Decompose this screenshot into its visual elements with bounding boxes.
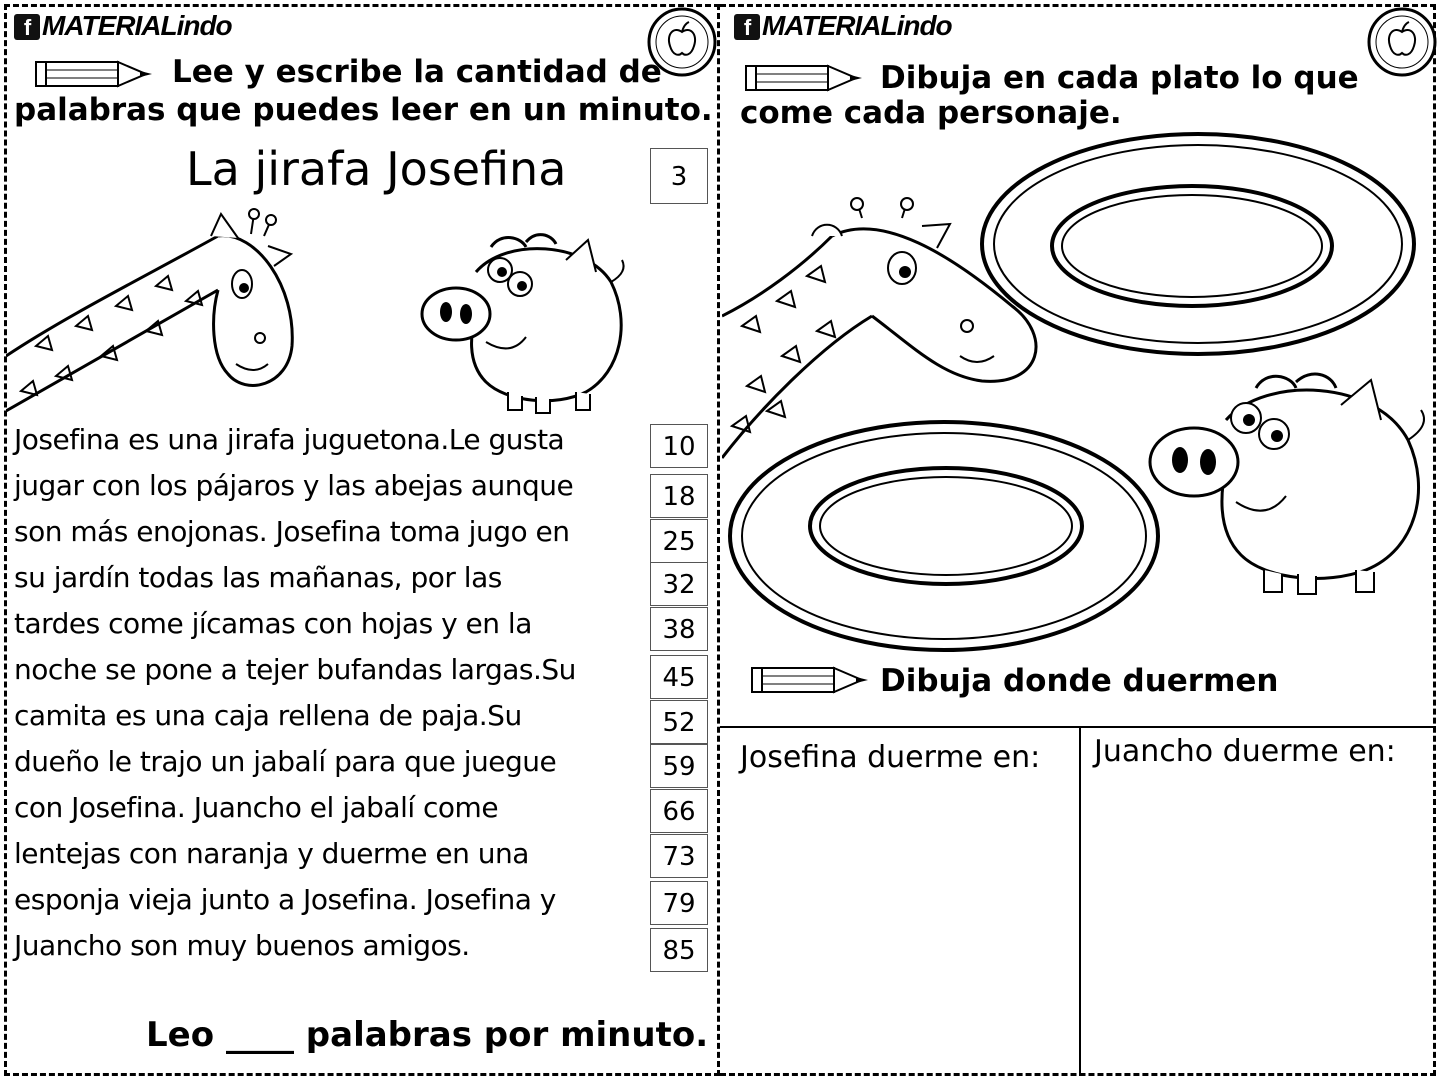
passage-line: dueño le trajo un jabalí para que juegue — [14, 745, 557, 778]
instruction-line-2: come cada personaje. — [740, 95, 1122, 131]
word-count-box: 79 — [650, 881, 708, 925]
word-count-box: 73 — [650, 834, 708, 878]
pencil-icon — [750, 662, 874, 698]
word-count-box: 25 — [650, 519, 708, 563]
facebook-icon: f — [14, 14, 40, 40]
reading-rate-blank[interactable]: ____ — [225, 1015, 294, 1055]
passage-line: Josefina es una jirafa juguetona.Le gusta — [14, 423, 565, 456]
word-count-box: 45 — [650, 655, 708, 699]
giraffe-illustration — [722, 196, 1052, 466]
reading-rate-suffix: palabras por minuto. — [305, 1015, 709, 1055]
passage-line: lentejas con naranja y duerme en una — [14, 837, 529, 870]
instruction-line-2: palabras que puedes leer en un minuto. — [14, 92, 713, 128]
boar-illustration — [1146, 370, 1432, 604]
josefina-sleep-label: Josefina duerme en: — [740, 740, 1041, 775]
passage-line: con Josefina. Juancho el jabalí come — [14, 791, 499, 824]
passage-line: camita es una caja rellena de paja.Su — [14, 699, 522, 732]
word-count-box: 85 — [650, 928, 708, 972]
word-count-box: 52 — [650, 700, 708, 744]
passage-line: esponja vieja junto a Josefina. Josefina y — [14, 883, 556, 916]
instruction-line-1: Dibuja en cada plato lo que — [880, 60, 1359, 96]
giraffe-illustration — [6, 206, 306, 420]
word-count-box: 59 — [650, 744, 708, 788]
passage-line: Juancho son muy buenos amigos. — [14, 929, 470, 962]
brand-logo: f MATERIALindo — [734, 10, 952, 42]
word-count-box: 32 — [650, 562, 708, 606]
boar-illustration — [416, 232, 632, 420]
story-title: La jirafa Josefina — [186, 142, 567, 196]
passage-line: tardes come jícamas con hojas y en la — [14, 607, 532, 640]
josefina-sleep-box[interactable] — [722, 728, 1077, 1074]
word-count-box: 38 — [650, 607, 708, 651]
word-count-box: 10 — [650, 424, 708, 468]
facebook-icon: f — [734, 14, 760, 40]
passage-line: noche se pone a tejer bufandas largas.Su — [14, 653, 576, 686]
instruction-line-1: Lee y escribe la cantidad de — [172, 54, 662, 90]
word-count-box: 66 — [650, 789, 708, 833]
reading-rate-sentence — [146, 1016, 708, 1054]
juancho-sleep-label: Juancho duerme en: — [1094, 734, 1396, 769]
apple-seal-icon — [1366, 6, 1438, 78]
passage-line: son más enojonas. Josefina toma jugo en — [14, 515, 570, 548]
instruction-sleep: Dibuja donde duermen — [880, 663, 1279, 699]
passage-line: jugar con los pájaros y las abejas aunque — [14, 469, 574, 502]
reading-rate-prefix: Leo — [146, 1015, 215, 1055]
reading-passage — [14, 417, 646, 969]
brand-logo: f MATERIALindo — [14, 10, 232, 42]
pencil-icon — [34, 56, 158, 92]
passage-line: su jardín todas las mañanas, por las — [14, 561, 502, 594]
sleep-boxes-divider — [1079, 726, 1081, 1076]
juancho-sleep-box[interactable] — [1082, 728, 1434, 1074]
pencil-icon — [744, 60, 868, 96]
word-count-box: 18 — [650, 474, 708, 518]
title-word-count: 3 — [650, 148, 708, 204]
